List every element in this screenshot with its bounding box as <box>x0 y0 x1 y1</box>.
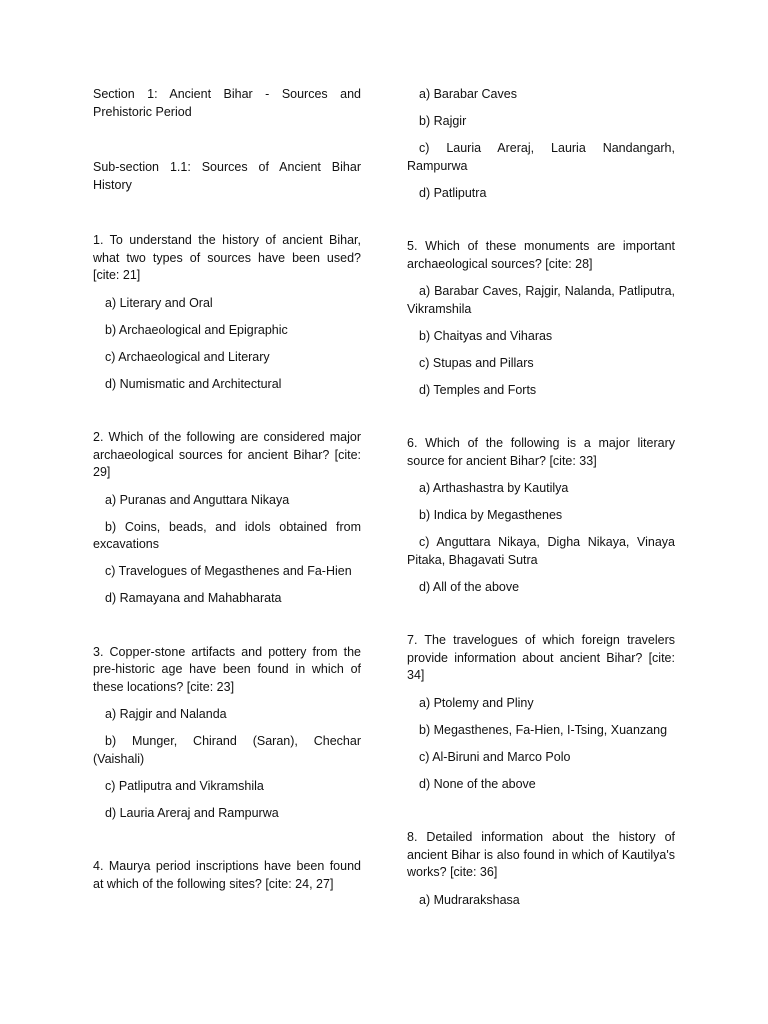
option-d: d) Numismatic and Architectural <box>105 376 282 391</box>
question-2 <box>93 429 361 608</box>
question-text: 6. Which of the following is a major literary source for ancient Bihar? [cite: 33] <box>407 436 675 468</box>
option-d: d) All of the above <box>419 579 520 594</box>
option-d: d) Patliputra <box>419 185 487 200</box>
question-7 <box>407 632 675 793</box>
option-a: a) Rajgir and Nalanda <box>105 707 227 721</box>
option-c: c) Archaeological and Literary <box>105 349 270 364</box>
left-column <box>93 86 361 903</box>
question-text: 3. Copper-stone artifacts and pottery from the pre-historic age have been found in which of these locations? [cite: 23] <box>93 644 361 694</box>
question-1 <box>93 232 361 393</box>
question-6 <box>407 435 675 596</box>
option-a: a) Barabar Caves, Rajgir, Nalanda, Patliputra, Vikramshila <box>407 284 675 316</box>
option-b: b) Megasthenes, Fa-Hien, I-Tsing, Xuanzang <box>419 722 668 737</box>
question-4 <box>93 858 361 893</box>
option-b: b) Chaityas and Viharas <box>419 328 553 343</box>
option-c: c) Stupas and Pillars <box>419 355 534 370</box>
option-d: d) Lauria Areraj and Rampurwa <box>105 805 279 820</box>
option-a: a) Barabar Caves <box>419 87 517 101</box>
option-d: d) Temples and Forts <box>419 382 537 397</box>
option-a: a) Puranas and Anguttara Nikaya <box>105 492 290 507</box>
question-text: 5. Which of these monuments are important archaeological sources? [cite: 28] <box>407 239 675 271</box>
question-3 <box>93 644 361 823</box>
option-a: a) Mudrarakshasa <box>419 892 520 907</box>
question-text: 8. Detailed information about the history of ancient Bihar is also found in which of Kautilya's works? [cite: 36] <box>407 830 675 879</box>
question-text: 2. Which of the following are considered major archaeological sources for ancient Bihar? [cite: 29] <box>93 430 361 479</box>
option-c: c) Travelogues of Megasthenes and Fa-Hien <box>105 564 352 578</box>
option-c: c) Al-Biruni and Marco Polo <box>419 749 571 764</box>
question-8 <box>407 829 675 909</box>
option-a: a) Arthashastra by Kautilya <box>419 481 569 495</box>
option-b: b) Rajgir <box>419 114 467 128</box>
question-text: 4. Maurya period inscriptions have been found at which of the following sites? [cite: 24, 27] <box>93 859 361 891</box>
question-text: 1. To understand the history of ancient Bihar, what two types of sources have been used? [cite: 21] <box>93 233 361 282</box>
option-b: b) Archaeological and Epigraphic <box>105 322 288 337</box>
option-b: b) Coins, beads, and idols obtained from excavations <box>93 519 361 551</box>
question-5 <box>407 238 675 399</box>
option-d: d) Ramayana and Mahabharata <box>105 591 282 605</box>
option-b: b) Indica by Megasthenes <box>419 508 563 522</box>
option-c: c) Patliputra and Vikramshila <box>105 778 264 793</box>
option-c: c) Lauria Areraj, Lauria Nandangarh, Rampurwa <box>407 141 675 173</box>
subsection-title: Sub-section 1.1: Sources of Ancient Bihar History <box>93 160 361 192</box>
question-4-options <box>407 86 675 202</box>
question-text: 7. The travelogues of which foreign travelers provide information about ancient Bihar? [cite: 34] <box>407 633 675 682</box>
option-c: c) Anguttara Nikaya, Digha Nikaya, Vinaya Pitaka, Bhagavati Sutra <box>407 535 675 567</box>
option-a: a) Ptolemy and Pliny <box>419 695 534 710</box>
right-column <box>407 86 675 919</box>
option-b: b) Munger, Chirand (Saran), Chechar (Vaishali) <box>93 734 361 766</box>
option-d: d) None of the above <box>419 776 536 791</box>
option-a: a) Literary and Oral <box>105 295 213 310</box>
section-title: Section 1: Ancient Bihar - Sources and Prehistoric Period <box>93 87 361 119</box>
